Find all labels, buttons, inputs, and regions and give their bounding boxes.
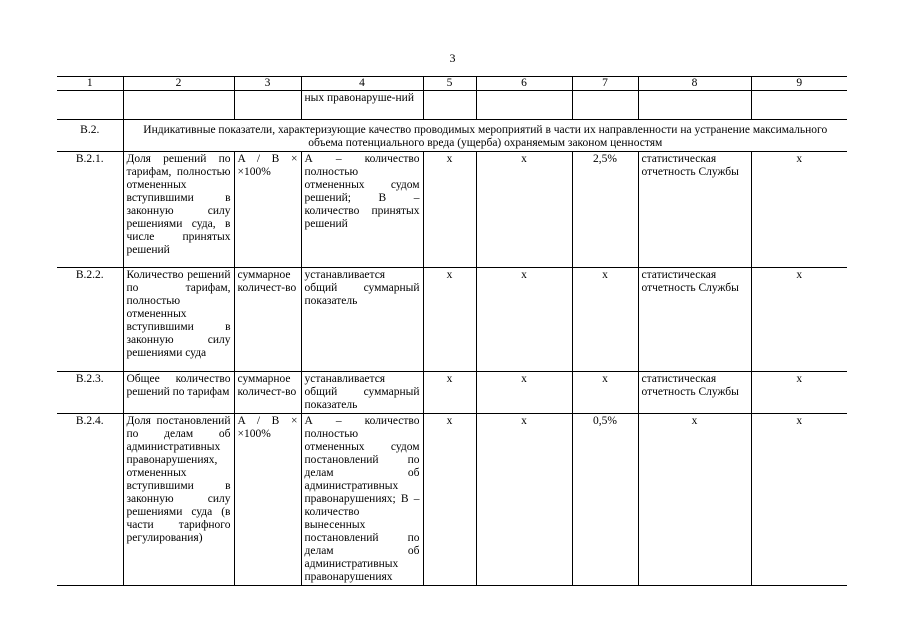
column-number: 6 <box>476 77 572 91</box>
row-code: В.2.1. <box>57 152 123 268</box>
cell-col5: x <box>423 152 476 268</box>
indicator-name: Количество решений по тарифам, полностью отмененных вступившими в законную силу решениями суда <box>123 268 234 372</box>
column-number: 3 <box>234 77 301 91</box>
indicator-description: устанавливается общий суммарный показатель <box>301 372 423 414</box>
indicator-description: А – количество полностью отмененных судом решений; В – количество принятых решений <box>301 152 423 268</box>
data-source: статистическая отчетность Службы <box>638 372 751 414</box>
cell-col6: x <box>476 152 572 268</box>
row-code: В.2.2. <box>57 268 123 372</box>
target-value: x <box>572 268 638 372</box>
indicators-table <box>57 76 847 586</box>
table-row <box>57 414 847 586</box>
cell-col9: x <box>751 414 847 586</box>
table-row <box>57 152 847 268</box>
column-number-row <box>57 77 847 91</box>
cell-col9: x <box>751 268 847 372</box>
continuation-row <box>57 91 847 120</box>
row-code: В.2.4. <box>57 414 123 586</box>
table-row <box>57 372 847 414</box>
data-source: статистическая отчетность Службы <box>638 268 751 372</box>
indicator-formula: A / B × ×100% <box>234 414 301 586</box>
cell-col5: x <box>423 268 476 372</box>
section-row <box>57 120 847 152</box>
column-number: 2 <box>123 77 234 91</box>
indicator-formula: суммарное количест-во <box>234 372 301 414</box>
section-code: В.2. <box>57 120 123 152</box>
column-number: 5 <box>423 77 476 91</box>
data-source: x <box>638 414 751 586</box>
cell-col9: x <box>751 372 847 414</box>
row-code: В.2.3. <box>57 372 123 414</box>
continuation-text: ных правонаруше-ний <box>301 91 423 120</box>
page-number: 3 <box>449 51 456 65</box>
section-title: Индикативные показатели, характеризующие качество проводимых мероприятий в части их направленности на устранение максимального объема потенциального вреда (ущерба) охраняемым законом ценностям <box>123 120 847 152</box>
target-value: 2,5% <box>572 152 638 268</box>
column-number: 4 <box>301 77 423 91</box>
cell-col5: x <box>423 414 476 586</box>
column-number: 7 <box>572 77 638 91</box>
indicator-description: устанавливается общий суммарный показатель <box>301 268 423 372</box>
cell-col6: x <box>476 372 572 414</box>
target-value: x <box>572 372 638 414</box>
target-value: 0,5% <box>572 414 638 586</box>
indicator-name: Доля постановлений по делам об административных правонарушениях, отмененных вступившими в законную силу решениями суда (в части тарифного регулирования) <box>123 414 234 586</box>
cell-col5: x <box>423 372 476 414</box>
indicator-description: А – количество полностью отмененных судом постановлений по делам об административных правонарушениях; В – количество вынесенных постановлений по делам об административных правонарушениях <box>301 414 423 586</box>
cell-col9: x <box>751 152 847 268</box>
column-number: 1 <box>57 77 123 91</box>
column-number: 9 <box>751 77 847 91</box>
table-row <box>57 268 847 372</box>
indicator-name: Доля решений по тарифам, полностью отмененных вступившими в законную силу решениями суда, в числе принятых решений <box>123 152 234 268</box>
cell-col6: x <box>476 268 572 372</box>
cell-col6: x <box>476 414 572 586</box>
column-number: 8 <box>638 77 751 91</box>
indicator-formula: A / B × ×100% <box>234 152 301 268</box>
indicator-name: Общее количество решений по тарифам <box>123 372 234 414</box>
indicator-formula: суммарное количест-во <box>234 268 301 372</box>
data-source: статистическая отчетность Службы <box>638 152 751 268</box>
